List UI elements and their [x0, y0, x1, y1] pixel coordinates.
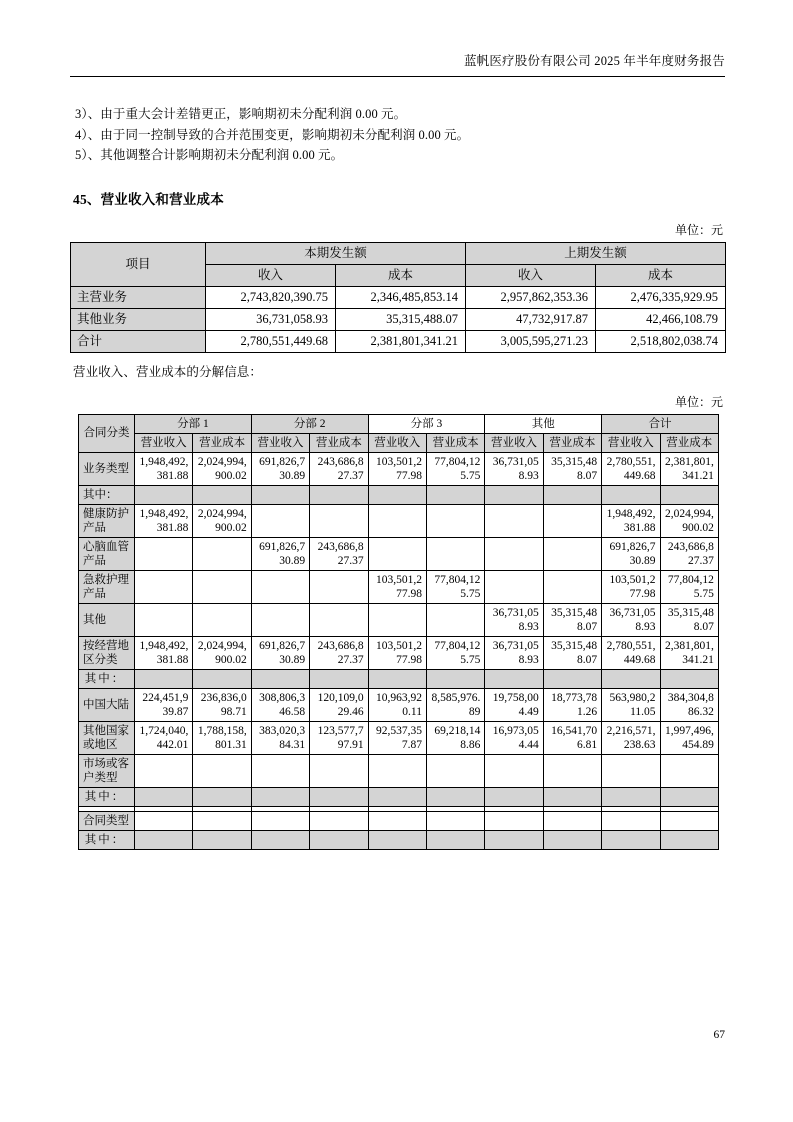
cell-empty	[660, 485, 718, 504]
cell-empty	[193, 603, 251, 636]
th-group-0-revenue: 营业收入	[135, 433, 193, 452]
th-group-3: 其他	[485, 414, 602, 433]
row-label: 其他国家或地区	[79, 721, 135, 754]
cell-empty	[310, 787, 368, 806]
cell-empty	[485, 504, 543, 537]
cell-value: 2,024,994,900.02	[193, 452, 251, 485]
cell-empty	[426, 603, 484, 636]
row-label: 中国大陆	[79, 688, 135, 721]
cell-value: 691,826,730.89	[251, 452, 309, 485]
cell-value: 1,948,492,381.88	[135, 504, 193, 537]
th-group-1-revenue: 营业收入	[251, 433, 309, 452]
table2-header-row-2	[79, 433, 719, 452]
cell-cur-revenue: 36,731,058.93	[206, 308, 336, 330]
cell-pre-cost: 42,466,108.79	[596, 308, 726, 330]
table-row	[79, 603, 719, 636]
table-row	[79, 787, 719, 806]
cell-empty	[426, 504, 484, 537]
cell-empty	[426, 787, 484, 806]
cell-empty	[251, 504, 309, 537]
row-label: 市场或客户类型	[79, 754, 135, 787]
cell-empty	[485, 787, 543, 806]
paragraph-3: 3）、由于重大会计差错更正，影响期初未分配利润 0.00 元。	[75, 107, 407, 121]
cell-empty	[660, 669, 718, 688]
cell-empty	[251, 754, 309, 787]
cell-value: 1,948,492,381.88	[135, 452, 193, 485]
cell-empty	[368, 603, 426, 636]
cell-empty	[310, 603, 368, 636]
page-number: 67	[713, 1029, 725, 1041]
cell-pre-revenue: 3,005,595,271.23	[466, 330, 596, 352]
cell-empty	[426, 485, 484, 504]
cell-value: 35,315,488.07	[543, 452, 601, 485]
cell-empty	[368, 830, 426, 849]
cell-empty	[135, 603, 193, 636]
cell-empty	[193, 754, 251, 787]
row-label: 主营业务	[71, 286, 206, 308]
row-label: 业务类型	[79, 452, 135, 485]
cell-value: 383,020,384.31	[251, 721, 309, 754]
cell-value: 103,501,277.98	[368, 570, 426, 603]
cell-empty	[602, 811, 660, 830]
cell-empty	[310, 811, 368, 830]
header-divider	[70, 76, 725, 77]
cell-empty	[543, 504, 601, 537]
table-row	[79, 669, 719, 688]
th-group-2-revenue: 营业收入	[368, 433, 426, 452]
row-label: 健康防护产品	[79, 504, 135, 537]
cell-empty	[310, 754, 368, 787]
cell-empty	[193, 485, 251, 504]
unit-label-table2: 单位：元	[674, 394, 723, 409]
table-row	[79, 721, 719, 754]
table-row	[79, 830, 719, 849]
th-group-2-cost: 营业成本	[426, 433, 484, 452]
cell-value: 1,948,492,381.88	[135, 636, 193, 669]
table-row	[79, 636, 719, 669]
cell-value: 77,804,125.75	[426, 452, 484, 485]
cell-empty	[660, 811, 718, 830]
cell-empty	[368, 754, 426, 787]
cell-empty	[251, 570, 309, 603]
cell-value: 2,381,801,341.21	[660, 636, 718, 669]
row-label: 其中：	[79, 787, 135, 806]
unit-label-table1: 单位：元	[674, 222, 723, 237]
th-group-0-cost: 营业成本	[193, 433, 251, 452]
cell-empty	[251, 811, 309, 830]
cell-empty	[543, 537, 601, 570]
row-label: 其他业务	[71, 308, 206, 330]
th-group-1: 分部 2	[251, 414, 368, 433]
cell-value: 36,731,058.93	[485, 603, 543, 636]
cell-value: 92,537,357.87	[368, 721, 426, 754]
th-cur-revenue: 收入	[206, 264, 336, 286]
cell-empty	[368, 811, 426, 830]
cell-value: 2,381,801,341.21	[660, 452, 718, 485]
cell-empty	[543, 669, 601, 688]
cell-empty	[426, 537, 484, 570]
cell-value: 243,686,827.37	[660, 537, 718, 570]
cell-value: 1,997,496,454.89	[660, 721, 718, 754]
cell-value: 35,315,488.07	[660, 603, 718, 636]
cell-value: 2,024,994,900.02	[193, 636, 251, 669]
cell-empty	[602, 754, 660, 787]
cell-value: 35,315,488.07	[543, 636, 601, 669]
th-group-2: 分部 3	[368, 414, 485, 433]
cell-empty	[368, 504, 426, 537]
cell-value: 77,804,125.75	[426, 636, 484, 669]
cell-empty	[368, 485, 426, 504]
cell-empty	[310, 830, 368, 849]
cell-empty	[660, 787, 718, 806]
table-row	[79, 485, 719, 504]
cell-value: 16,541,706.81	[543, 721, 601, 754]
cell-pre-revenue: 2,957,862,353.36	[466, 286, 596, 308]
table1-header-row-1	[71, 242, 726, 264]
cell-value: 691,826,730.89	[251, 636, 309, 669]
cell-value: 103,501,277.98	[368, 452, 426, 485]
table-row	[79, 754, 719, 787]
cell-empty	[426, 669, 484, 688]
row-label: 其中：	[79, 485, 135, 504]
cell-cur-cost: 35,315,488.07	[336, 308, 466, 330]
cell-value: 243,686,827.37	[310, 452, 368, 485]
cell-value: 1,788,158,801.31	[193, 721, 251, 754]
row-label: 合同类型	[79, 811, 135, 830]
cell-value: 243,686,827.37	[310, 636, 368, 669]
cell-value: 2,780,551,449.68	[602, 636, 660, 669]
cell-value: 69,218,148.86	[426, 721, 484, 754]
cell-empty	[426, 830, 484, 849]
cell-empty	[193, 537, 251, 570]
cell-value: 77,804,125.75	[660, 570, 718, 603]
cell-empty	[310, 669, 368, 688]
cell-value: 77,804,125.75	[426, 570, 484, 603]
th-pre-cost: 成本	[596, 264, 726, 286]
th-group-3-revenue: 营业收入	[485, 433, 543, 452]
th-current-period: 本期发生额	[206, 242, 466, 264]
cell-empty	[368, 537, 426, 570]
cell-empty	[251, 603, 309, 636]
table-row	[79, 811, 719, 830]
cell-empty	[660, 754, 718, 787]
cell-empty	[251, 830, 309, 849]
cell-value: 103,501,277.98	[368, 636, 426, 669]
cell-value: 36,731,058.93	[485, 636, 543, 669]
th-group-4-revenue: 营业收入	[602, 433, 660, 452]
cell-empty	[135, 537, 193, 570]
cell-value: 103,501,277.98	[602, 570, 660, 603]
row-label: 按经营地区分类	[79, 636, 135, 669]
cell-empty	[193, 811, 251, 830]
cell-value: 691,826,730.89	[602, 537, 660, 570]
cell-empty	[485, 754, 543, 787]
cell-empty	[485, 537, 543, 570]
cell-empty	[543, 570, 601, 603]
cell-value: 8,585,976.89	[426, 688, 484, 721]
th-item: 项目	[71, 242, 206, 286]
cell-empty	[368, 669, 426, 688]
cell-value: 10,963,920.11	[368, 688, 426, 721]
cell-empty	[426, 754, 484, 787]
cell-empty	[135, 830, 193, 849]
cell-value: 18,773,781.26	[543, 688, 601, 721]
cell-empty	[602, 830, 660, 849]
page-content	[70, 104, 725, 850]
cell-empty	[543, 485, 601, 504]
cell-value: 123,577,797.91	[310, 721, 368, 754]
cell-empty	[485, 669, 543, 688]
th-cur-cost: 成本	[336, 264, 466, 286]
cell-empty	[310, 570, 368, 603]
cell-empty	[251, 485, 309, 504]
cell-empty	[485, 485, 543, 504]
cell-value: 2,780,551,449.68	[602, 452, 660, 485]
th-group-4-cost: 营业成本	[660, 433, 718, 452]
cell-value: 243,686,827.37	[310, 537, 368, 570]
table-row	[79, 537, 719, 570]
cell-cur-cost: 2,381,801,341.21	[336, 330, 466, 352]
cell-empty	[543, 754, 601, 787]
cell-value: 2,024,994,900.02	[193, 504, 251, 537]
cell-value: 2,216,571,238.63	[602, 721, 660, 754]
cell-empty	[135, 754, 193, 787]
cell-value: 691,826,730.89	[251, 537, 309, 570]
cell-empty	[135, 485, 193, 504]
breakdown-note: 营业收入、营业成本的分解信息：	[73, 364, 263, 379]
cell-empty	[193, 669, 251, 688]
cell-empty	[193, 830, 251, 849]
cell-value: 2,024,994,900.02	[660, 504, 718, 537]
cell-value: 120,109,029.46	[310, 688, 368, 721]
cell-empty	[485, 570, 543, 603]
table-row	[79, 688, 719, 721]
cell-value: 35,315,488.07	[543, 603, 601, 636]
th-contract-class: 合同分类	[79, 414, 135, 452]
cell-cur-revenue: 2,780,551,449.68	[206, 330, 336, 352]
cell-value: 19,758,004.49	[485, 688, 543, 721]
th-prior-period: 上期发生额	[466, 242, 726, 264]
table-row	[71, 286, 726, 308]
table-row	[79, 504, 719, 537]
cell-empty	[543, 830, 601, 849]
cell-value: 224,451,939.87	[135, 688, 193, 721]
table-row	[71, 330, 726, 352]
cell-value: 1,724,040,442.01	[135, 721, 193, 754]
cell-empty	[485, 830, 543, 849]
cell-empty	[193, 570, 251, 603]
cell-empty	[543, 787, 601, 806]
cell-empty	[135, 811, 193, 830]
cell-empty	[602, 669, 660, 688]
th-group-1-cost: 营业成本	[310, 433, 368, 452]
cell-value: 36,731,058.93	[602, 603, 660, 636]
th-group-3-cost: 营业成本	[543, 433, 601, 452]
cell-cur-revenue: 2,743,820,390.75	[206, 286, 336, 308]
cell-empty	[310, 485, 368, 504]
cell-empty	[193, 787, 251, 806]
cell-value: 16,973,054.44	[485, 721, 543, 754]
th-group-0: 分部 1	[135, 414, 252, 433]
table-row	[71, 308, 726, 330]
cell-empty	[135, 787, 193, 806]
cell-pre-cost: 2,518,802,038.74	[596, 330, 726, 352]
cell-empty	[251, 669, 309, 688]
row-label: 其中：	[79, 669, 135, 688]
cell-empty	[660, 830, 718, 849]
cell-empty	[135, 570, 193, 603]
cell-pre-revenue: 47,732,917.87	[466, 308, 596, 330]
paragraph-5: 5）、其他调整合计影响期初未分配利润 0.00 元。	[75, 148, 344, 162]
th-pre-revenue: 收入	[466, 264, 596, 286]
cell-empty	[543, 811, 601, 830]
cell-empty	[368, 787, 426, 806]
cell-cur-cost: 2,346,485,853.14	[336, 286, 466, 308]
cell-empty	[135, 669, 193, 688]
cell-pre-cost: 2,476,335,929.95	[596, 286, 726, 308]
row-label: 其他	[79, 603, 135, 636]
cell-empty	[485, 811, 543, 830]
cell-empty	[602, 787, 660, 806]
table-row	[79, 452, 719, 485]
cell-value: 384,304,886.32	[660, 688, 718, 721]
cell-value: 36,731,058.93	[485, 452, 543, 485]
revenue-breakdown-table	[78, 414, 719, 850]
cell-value: 308,806,346.58	[251, 688, 309, 721]
page-header: 蓝帆医疗股份有限公司 2025 年半年度财务报告	[463, 54, 725, 68]
table-row	[79, 570, 719, 603]
row-label: 急救护理产品	[79, 570, 135, 603]
paragraph-4: 4）、由于同一控制导致的合并范围变更，影响期初未分配利润 0.00 元。	[75, 127, 470, 142]
cell-empty	[426, 811, 484, 830]
cell-empty	[310, 504, 368, 537]
cell-empty	[251, 787, 309, 806]
table2-header-row-1	[79, 414, 719, 433]
cell-value: 236,836,098.71	[193, 688, 251, 721]
row-label: 合计	[71, 330, 206, 352]
row-label: 心脑血管产品	[79, 537, 135, 570]
th-group-4: 合计	[602, 414, 719, 433]
section-title: 45、营业收入和营业成本	[73, 191, 224, 207]
cell-value: 563,980,211.05	[602, 688, 660, 721]
cell-value: 1,948,492,381.88	[602, 504, 660, 537]
row-label: 其中：	[79, 830, 135, 849]
cell-empty	[602, 485, 660, 504]
revenue-cost-summary-table	[70, 242, 726, 353]
